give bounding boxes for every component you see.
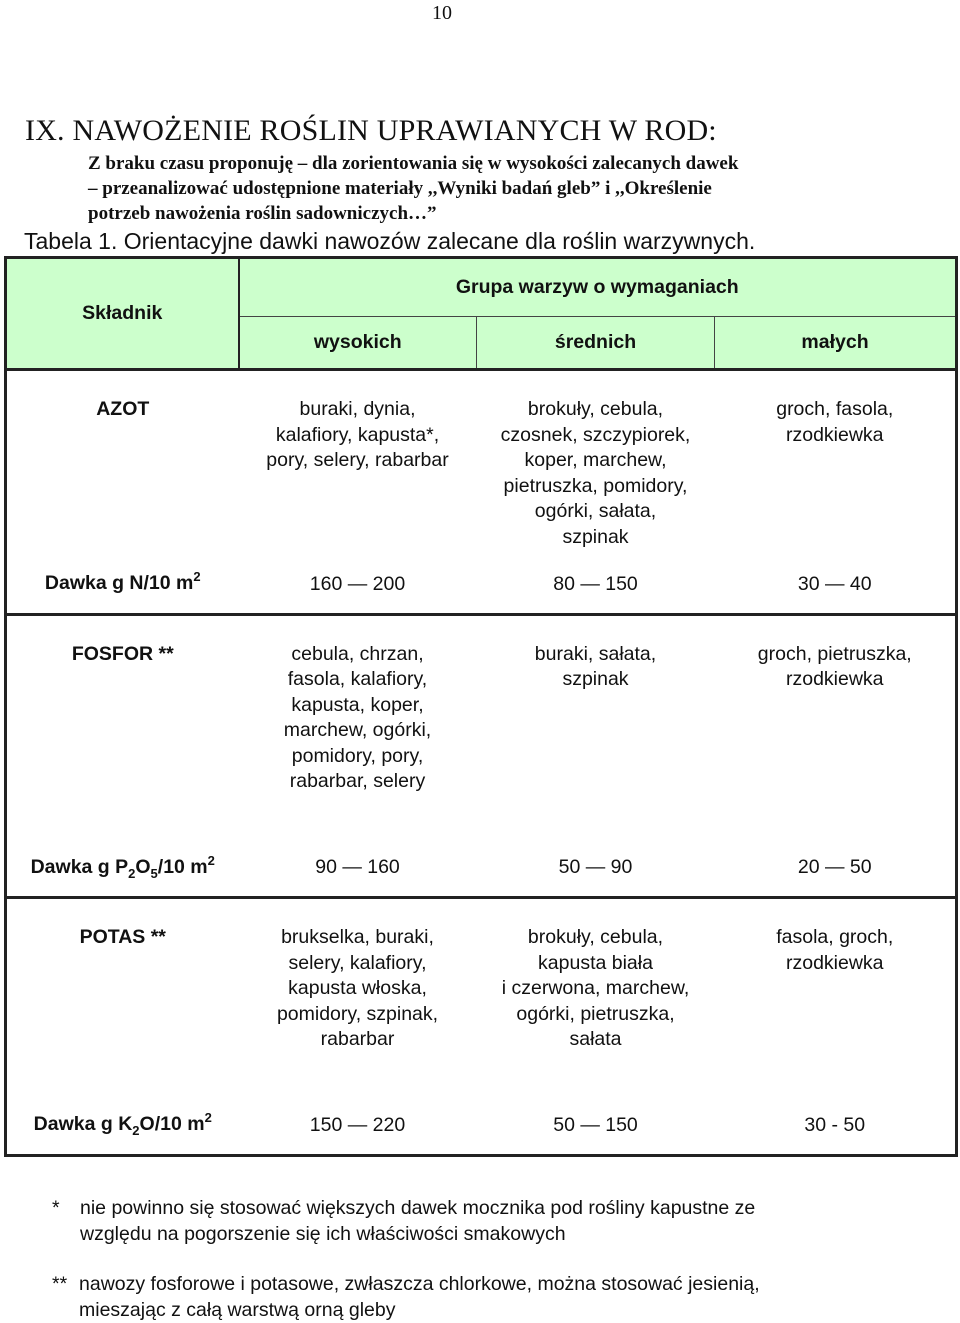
crop-line: buraki, sałata, xyxy=(534,642,657,665)
crop-line: pietruszka, pomidory, xyxy=(503,474,688,497)
crop-line: koper, marchew, xyxy=(524,449,667,472)
crop-line: fasola, groch, xyxy=(776,926,894,948)
footnote-line: mieszając z całą warstwą orną gleby xyxy=(79,1299,396,1321)
crop-line: pory, selery, rabarbar xyxy=(266,449,449,472)
dose-label-sub: 2 xyxy=(132,1123,140,1139)
crop-line: rzodkiewka xyxy=(785,668,884,691)
crop-line: pomidory, pory, xyxy=(291,744,424,767)
dose-row-n xyxy=(6,557,957,615)
dose-medium: 50 — 90 xyxy=(477,840,715,898)
footnote-mark: * xyxy=(52,1197,60,1219)
table-row-potas xyxy=(6,898,957,1098)
crop-line: selery, kalafiory, xyxy=(288,951,427,974)
crop-line: rzodkiewka xyxy=(785,423,884,446)
crop-line: rzodkiewka xyxy=(785,951,884,974)
crop-line: buraki, dynia, xyxy=(299,398,416,420)
nutrient-name: AZOT xyxy=(6,370,239,557)
crops-high xyxy=(239,614,477,840)
dose-high: 90 — 160 xyxy=(239,840,477,898)
crop-line: szpinak xyxy=(562,668,629,691)
dose-label-text: Dawka g P xyxy=(30,855,129,878)
footnote-mark: ** xyxy=(52,1273,68,1295)
nutrient-name: FOSFOR ** xyxy=(6,614,239,840)
crop-line: brokuły, cebula, xyxy=(527,398,664,420)
footnote-line: nawozy fosforowe i potasowe, zwłaszcza chlorkowe, można stosować jesienią, xyxy=(79,1273,760,1295)
crops-low xyxy=(715,614,957,840)
crop-line: kalafiory, kapusta*, xyxy=(275,423,440,446)
dose-low: 30 - 50 xyxy=(715,1098,957,1156)
dose-row-p xyxy=(6,840,957,898)
header-ingredient: Składnik xyxy=(6,258,239,370)
header-medium-requirements: średnich xyxy=(477,317,715,370)
dose-label-text: Dawka g N/10 m xyxy=(44,572,194,595)
header-high-requirements: wysokich xyxy=(239,317,477,370)
crop-line: szpinak xyxy=(562,525,629,548)
dose-label xyxy=(6,557,239,615)
intro-line: Z braku czasu proponuję – dla zorientowania się w wysokości zalecanych dawek xyxy=(88,153,739,174)
dose-label-sup: 2 xyxy=(204,1110,212,1126)
dose-low: 30 — 40 xyxy=(715,557,957,615)
header-vegetable-group: Grupa warzyw o wymaganiach xyxy=(239,258,957,317)
crop-line: brokuły, cebula, xyxy=(527,926,664,948)
crop-line: czosnek, szczypiorek, xyxy=(500,423,691,446)
crops-low xyxy=(715,898,957,1098)
crop-line: pomidory, szpinak, xyxy=(276,1002,439,1025)
crops-high xyxy=(239,370,477,557)
crop-line: marchew, ogórki, xyxy=(283,719,432,742)
dose-label-text: Dawka g K xyxy=(33,1113,133,1136)
dose-medium: 80 — 150 xyxy=(477,557,715,615)
dose-low: 20 — 50 xyxy=(715,840,957,898)
crop-line: i czerwona, marchew, xyxy=(501,977,690,1000)
crop-line: brukselka, buraki, xyxy=(281,926,434,948)
footnote-2 xyxy=(52,1271,760,1323)
dose-label xyxy=(6,840,239,898)
dose-high: 150 — 220 xyxy=(239,1098,477,1156)
crop-line: fasola, kalafiory, xyxy=(287,668,428,691)
crops-medium xyxy=(477,898,715,1098)
dose-label-sub: 5 xyxy=(150,865,158,881)
crop-line: sałata xyxy=(569,1028,622,1051)
footnote-line: względu na pogorszenie się ich właściwości smakowych xyxy=(80,1223,566,1245)
dose-label-sup: 2 xyxy=(193,569,201,585)
crop-line: cebula, chrzan, xyxy=(291,642,424,665)
dose-label xyxy=(6,1098,239,1156)
table-row-fosfor xyxy=(6,614,957,840)
intro-line: potrzeb nawożenia roślin sadowniczych…” xyxy=(88,203,437,224)
dose-label-sup: 2 xyxy=(207,852,215,868)
crop-line: ogórki, pietruszka, xyxy=(516,1002,675,1025)
chapter-title: IX. NAWOŻENIE ROŚLIN UPRAWIANYCH W ROD: xyxy=(25,114,717,147)
nutrient-name: POTAS ** xyxy=(6,898,239,1098)
crop-line: groch, pietruszka, xyxy=(757,642,912,665)
intro-line: – przeanalizować udostępnione materiały ,,Wyniki badań gleb” i ,,Określenie xyxy=(88,178,712,199)
table-caption: Tabela 1. Orientacyjne dawki nawozów zalecane dla roślin warzywnych. xyxy=(24,228,756,254)
crop-line: kapusta biała xyxy=(538,951,653,974)
footnote-1 xyxy=(52,1195,755,1247)
dose-label-text: O xyxy=(135,855,151,878)
dose-label-text: /10 m xyxy=(157,855,208,878)
crops-medium xyxy=(477,370,715,557)
header-low-requirements: małych xyxy=(715,317,957,370)
page-number: 10 xyxy=(432,2,452,24)
crops-high xyxy=(239,898,477,1098)
table-row-azot xyxy=(6,370,957,557)
crop-line: kapusta włoska, xyxy=(288,977,427,1000)
dose-label-sub: 2 xyxy=(128,865,136,881)
dose-label-text: O/10 m xyxy=(139,1113,205,1136)
dose-high: 160 — 200 xyxy=(239,557,477,615)
crops-low xyxy=(715,370,957,557)
dose-row-k xyxy=(6,1098,957,1156)
crop-line: kapusta, koper, xyxy=(291,693,424,716)
crop-line: rabarbar, selery xyxy=(289,770,426,793)
footnote-line: nie powinno się stosować większych dawek mocznika pod rośliny kapustne ze xyxy=(80,1197,756,1219)
fertilizer-dose-table xyxy=(4,256,958,1157)
dose-medium: 50 — 150 xyxy=(477,1098,715,1156)
crop-line: ogórki, sałata, xyxy=(534,500,657,523)
crop-line: groch, fasola, xyxy=(776,398,894,420)
crops-medium xyxy=(477,614,715,840)
crop-line: rabarbar xyxy=(320,1028,395,1051)
intro-paragraph xyxy=(88,151,878,226)
